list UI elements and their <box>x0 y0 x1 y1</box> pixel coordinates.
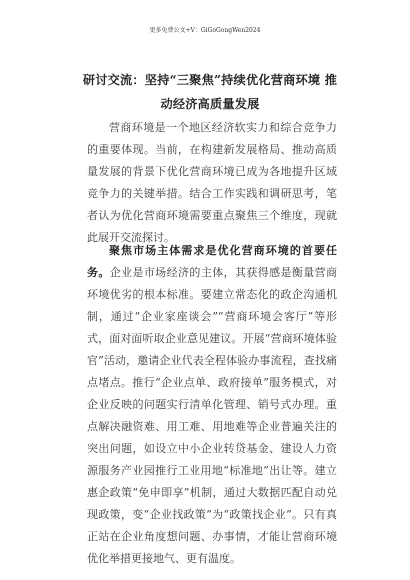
section-1-body: 企业是市场经济的主体，其获得感是衡量营商环境优劣的根本标准。要建立常态化的政企沟通机制，通过“企业家座谈会”“营商环境会客厅”等形式，面对面听取企业意见建议。开展“营商环境体验官”活动，邀请企业代表全程体验办事流程，查找痛点堵点。推行“企业点单、政府接单”服务模式，对企业反映的问题实行清单化管理、销号式办理。重点解决融资难、用工难、用地难等企业普遍关注的突出问题，如设立中小企业转贷基金、建设人力资源服务产业园推行工业用地“标准地”出让等。建立惠企政策“免申即享”机制，通过大数据匹配自动兑现政策，变“企业找政策”为“政策找企业”。只有真正站在企业角度想问题、办事情，才能让营商环境优化举措更接地气、更有温度。 <box>87 266 338 565</box>
intro-paragraph: 营商环境是一个地区经济软实力和综合竞争力的重要体现。当前，在构建新发展格局、推动高质量发展的背景下优化营商环境已成为各地提升区域竞争力的关键举措。结合工作实践和调研思考，笔者认为优化营商环境需要重点聚焦三个维度，现就此展开交流探讨。 <box>87 121 337 244</box>
document-title: 研讨交流：坚持“三聚焦”持续优化营商环境 推动经济高质量发展 <box>82 73 338 111</box>
section-1-lead: 聚焦市场主体需求是优化营商环境的首要任务。 <box>87 244 337 279</box>
header-note: 更多免费公文+V：GiGoGongWen2024 <box>149 27 261 34</box>
section-1-paragraph <box>87 240 337 570</box>
